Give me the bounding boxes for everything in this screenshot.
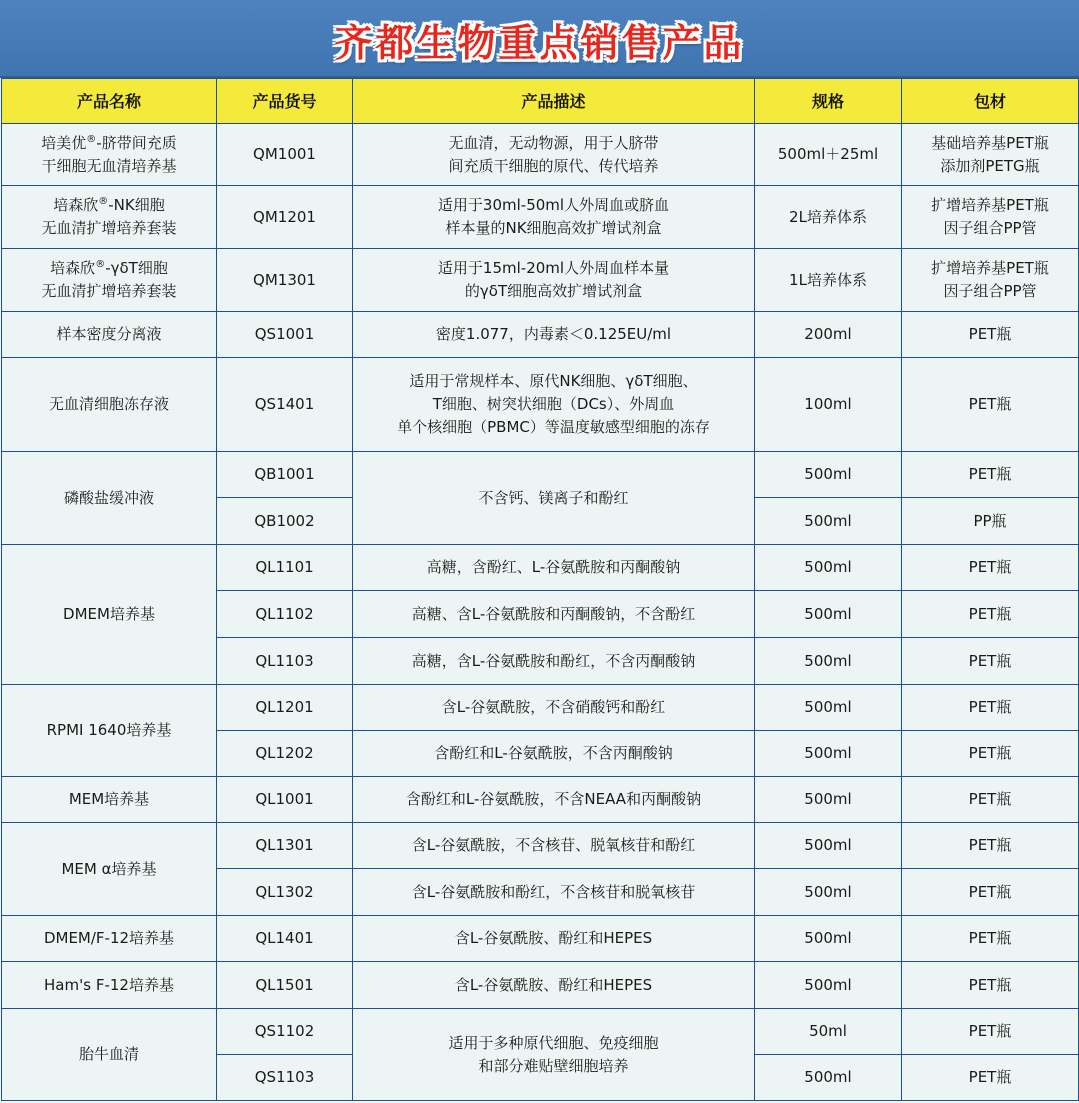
product-description-cell — [353, 249, 755, 312]
product-packaging-cell: PET瓶 — [902, 962, 1079, 1009]
product-spec-cell: 500ml — [755, 685, 902, 731]
product-spec-cell: 500ml — [755, 591, 902, 638]
product-name-line: 无血清扩增培养套装 — [41, 282, 177, 300]
product-spec-cell: 1L培养体系 — [755, 249, 902, 312]
product-spec-cell: 500ml — [755, 777, 902, 823]
product-spec-cell: 500ml — [755, 1055, 902, 1101]
product-sku-cell: QL1401 — [217, 916, 353, 962]
table-row — [2, 1009, 1079, 1055]
packaging-line: 扩增培养基PET瓶 — [931, 196, 1049, 214]
product-sku-cell: QL1302 — [217, 869, 353, 916]
description-line: 无血清，无动物源，用于人脐带 — [448, 133, 659, 152]
product-name-cell: MEM α培养基 — [2, 823, 217, 916]
product-description-cell: 高糖、含L-谷氨酰胺和丙酮酸钠，不含酚红 — [353, 591, 755, 638]
packaging-line: 扩增培养基PET瓶 — [931, 259, 1049, 277]
product-sku-cell: QL1201 — [217, 685, 353, 731]
product-packaging-cell: PET瓶 — [902, 731, 1079, 777]
column-header-name: 产品名称 — [2, 79, 217, 124]
product-name-cell — [2, 124, 217, 186]
table-row — [2, 358, 1079, 452]
description-line: 适用于常规样本、原代NK细胞、γδT细胞、 — [409, 372, 698, 390]
product-name-cell — [2, 249, 217, 312]
table-row — [2, 916, 1079, 962]
product-spec-cell: 500ml — [755, 452, 902, 498]
description-line: 单个核细胞（PBMC）等温度敏感型细胞的冻存 — [397, 418, 710, 436]
product-description-cell: 含L-谷氨酰胺，不含核苷、脱氧核苷和酚红 — [353, 823, 755, 869]
product-packaging-cell: PET瓶 — [902, 358, 1079, 452]
product-name-cell: MEM培养基 — [2, 777, 217, 823]
product-spec-cell: 500ml＋25ml — [755, 124, 902, 186]
product-description-cell — [353, 1009, 755, 1101]
product-description-cell: 含L-谷氨酰胺，不含硝酸钙和酚红 — [353, 685, 755, 731]
table-row — [2, 685, 1079, 731]
product-name-line: 无血清扩增培养套装 — [41, 219, 177, 237]
product-description-cell — [353, 358, 755, 452]
product-name-line: 培美优®-脐带间充质 — [41, 133, 177, 152]
product-packaging-cell: PET瓶 — [902, 638, 1079, 685]
product-description-cell: 含酚红和L-谷氨酰胺，不含NEAA和丙酮酸钠 — [353, 777, 755, 823]
page-title: 齐都生物重点销售产品 — [334, 20, 745, 65]
product-packaging-cell: PET瓶 — [902, 312, 1079, 358]
description-line: 的γδT细胞高效扩增试剂盒 — [464, 282, 643, 300]
column-header-sku: 产品货号 — [217, 79, 353, 124]
product-packaging-cell: PET瓶 — [902, 777, 1079, 823]
description-line: 适用于多种原代细胞、免疫细胞 — [448, 1033, 659, 1052]
product-spec-cell: 500ml — [755, 869, 902, 916]
product-packaging-cell: PP瓶 — [902, 498, 1079, 545]
column-header-spec: 规格 — [755, 79, 902, 124]
column-header-packaging: 包材 — [902, 79, 1079, 124]
product-spec-cell: 500ml — [755, 545, 902, 591]
product-name-line: 培森欣®-γδT细胞 — [50, 259, 168, 277]
packaging-line: 因子组合PP管 — [943, 282, 1037, 300]
product-description-cell: 含L-谷氨酰胺、酚红和HEPES — [353, 962, 755, 1009]
product-spec-cell: 500ml — [755, 962, 902, 1009]
product-name-cell: 胎牛血清 — [2, 1009, 217, 1101]
product-description-cell: 含L-谷氨酰胺、酚红和HEPES — [353, 916, 755, 962]
product-description-cell — [353, 124, 755, 186]
product-name-cell: 磷酸盐缓冲液 — [2, 452, 217, 545]
column-header-description: 产品描述 — [353, 79, 755, 124]
table-row — [2, 249, 1079, 312]
packaging-line: 基础培养基PET瓶 — [931, 133, 1049, 152]
product-packaging-cell: PET瓶 — [902, 1055, 1079, 1101]
product-spec-cell: 200ml — [755, 312, 902, 358]
product-sku-cell: QM1201 — [217, 186, 353, 249]
table-row — [2, 777, 1079, 823]
product-name-cell: RPMI 1640培养基 — [2, 685, 217, 777]
product-sku-cell: QL1501 — [217, 962, 353, 1009]
product-packaging-cell: PET瓶 — [902, 452, 1079, 498]
product-packaging-cell: PET瓶 — [902, 545, 1079, 591]
product-sku-cell: QS1103 — [217, 1055, 353, 1101]
product-packaging-cell — [902, 124, 1079, 186]
product-spec-cell: 50ml — [755, 1009, 902, 1055]
description-line: 适用于30ml-50ml人外周血或脐血 — [437, 196, 670, 214]
product-sku-cell: QS1001 — [217, 312, 353, 358]
product-description-cell: 高糖，含L-谷氨酰胺和酚红，不含丙酮酸钠 — [353, 638, 755, 685]
description-line: T细胞、树突状细胞（DCs）、外周血 — [432, 395, 675, 413]
product-spec-cell: 500ml — [755, 916, 902, 962]
product-packaging-cell: PET瓶 — [902, 591, 1079, 638]
product-spec-cell: 500ml — [755, 823, 902, 869]
table-row — [2, 186, 1079, 249]
product-name-cell: DMEM/F-12培养基 — [2, 916, 217, 962]
product-table — [1, 78, 1079, 1101]
product-sku-cell: QM1001 — [217, 124, 353, 186]
product-description-cell: 高糖，含酚红、L-谷氨酰胺和丙酮酸钠 — [353, 545, 755, 591]
product-sku-cell: QB1001 — [217, 452, 353, 498]
description-line: 和部分难贴壁细胞培养 — [478, 1056, 629, 1075]
title-banner — [0, 0, 1079, 78]
product-sku-cell: QL1301 — [217, 823, 353, 869]
product-packaging-cell: PET瓶 — [902, 916, 1079, 962]
product-spec-cell: 500ml — [755, 498, 902, 545]
product-name-cell: Ham's F-12培养基 — [2, 962, 217, 1009]
product-description-cell: 含酚红和L-谷氨酰胺，不含丙酮酸钠 — [353, 731, 755, 777]
description-line: 样本量的NK细胞高效扩增试剂盒 — [445, 219, 662, 237]
product-packaging-cell — [902, 249, 1079, 312]
product-name-line: 干细胞无血清培养基 — [41, 156, 177, 175]
product-sku-cell: QL1001 — [217, 777, 353, 823]
product-sku-cell: QL1202 — [217, 731, 353, 777]
product-name-cell: 样本密度分离液 — [2, 312, 217, 358]
table-row — [2, 452, 1079, 498]
product-sku-cell: QL1103 — [217, 638, 353, 685]
table-row — [2, 124, 1079, 186]
product-sku-cell: QS1401 — [217, 358, 353, 452]
product-packaging-cell: PET瓶 — [902, 1009, 1079, 1055]
description-line: 间充质干细胞的原代、传代培养 — [448, 156, 659, 175]
product-sku-cell: QL1101 — [217, 545, 353, 591]
table-row — [2, 823, 1079, 869]
product-sku-cell: QS1102 — [217, 1009, 353, 1055]
product-description-cell: 含L-谷氨酰胺和酚红，不含核苷和脱氧核苷 — [353, 869, 755, 916]
table-row — [2, 545, 1079, 591]
packaging-line: 添加剂PETG瓶 — [940, 156, 1040, 175]
product-packaging-cell: PET瓶 — [902, 869, 1079, 916]
product-description-cell: 不含钙、镁离子和酚红 — [353, 452, 755, 545]
product-name-cell: DMEM培养基 — [2, 545, 217, 685]
product-sku-cell: QM1301 — [217, 249, 353, 312]
product-name-cell — [2, 186, 217, 249]
product-packaging-cell: PET瓶 — [902, 823, 1079, 869]
product-name-line: 培森欣®-NK细胞 — [53, 196, 165, 214]
table-header-row — [2, 79, 1079, 124]
product-spec-cell: 500ml — [755, 731, 902, 777]
table-row — [2, 962, 1079, 1009]
product-packaging-cell: PET瓶 — [902, 685, 1079, 731]
product-sku-cell: QB1002 — [217, 498, 353, 545]
product-sku-cell: QL1102 — [217, 591, 353, 638]
product-spec-cell: 500ml — [755, 638, 902, 685]
product-spec-cell: 100ml — [755, 358, 902, 452]
description-line: 适用于15ml-20ml人外周血样本量 — [437, 259, 670, 277]
product-description-cell — [353, 186, 755, 249]
product-name-cell: 无血清细胞冻存液 — [2, 358, 217, 452]
product-packaging-cell — [902, 186, 1079, 249]
packaging-line: 因子组合PP管 — [943, 219, 1037, 237]
table-row — [2, 312, 1079, 358]
product-description-cell: 密度1.077，内毒素＜0.125EU/ml — [353, 312, 755, 358]
product-spec-cell: 2L培养体系 — [755, 186, 902, 249]
